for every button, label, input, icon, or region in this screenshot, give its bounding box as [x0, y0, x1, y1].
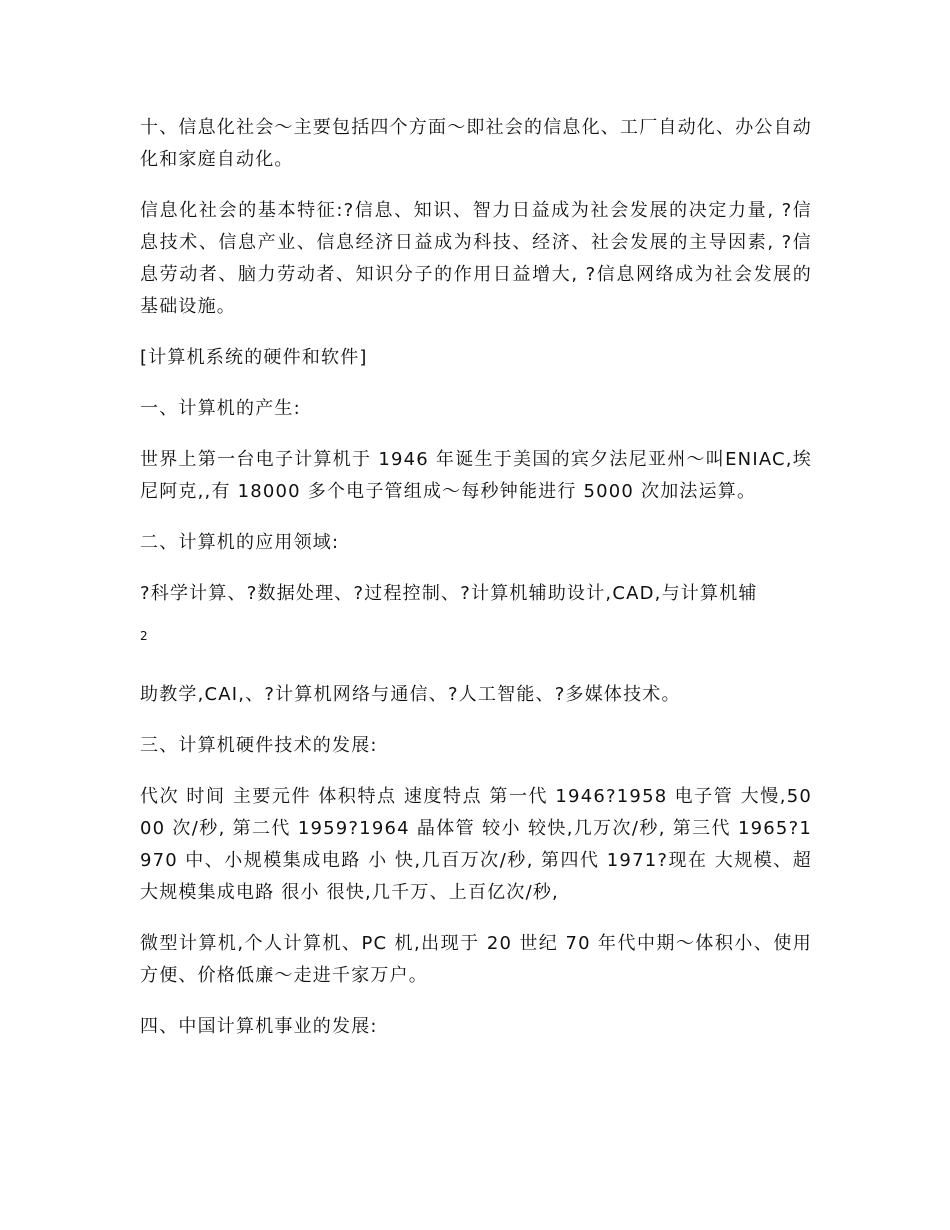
- paragraph-application-list-end: 助教学,CAI,、?计算机网络与通信、?人工智能、?多媒体技术。: [140, 684, 681, 705]
- paragraph-microcomputer: 微型计算机,个人计算机、PC 机,出现于 20 世纪 70 年代中期～体积小、使用方便、价格低廉～走进千家万户。: [140, 933, 812, 986]
- heading-hardware-development: 三、计算机硬件技术的发展:: [140, 735, 378, 756]
- paragraph-application-list-start: ?科学计算、?数据处理、?过程控制、?计算机辅助设计,CAD,与计算机辅: [140, 583, 758, 604]
- paragraph-information-society-features: 信息化社会的基本特征:?信息、知识、智力日益成为社会发展的决定力量, ?信息技术、信息产业、信息经济日益成为科技、经济、社会发展的主导因素, ?信息劳动者、脑力劳动者、知识分子的作用日益增大, ?信息网络成为社会发展的基础设施。: [140, 200, 812, 317]
- paragraph-information-society: 十、信息化社会～主要包括四个方面～即社会的信息化、工厂自动化、办公自动化和家庭自动化。: [140, 117, 812, 170]
- paragraph-computer-generations: 代次 时间 主要元件 体积特点 速度特点 第一代 1946?1958 电子管 大慢,5000 次/秒, 第二代 1959?1964 晶体管 较小 较快,几万次/秒, 第三代 1965?1970 中、小规模集成电路 小 快,几百万次/秒, 第四代 1971?现在 大规模、超大规模集成电路 很小 很快,几千万、上百亿次/秒,: [140, 786, 812, 903]
- page-number: 2: [140, 629, 148, 643]
- document-body: [140, 112, 812, 1062]
- heading-computer-origin: 一、计算机的产生:: [140, 398, 301, 419]
- paragraph-first-computer: 世界上第一台电子计算机于 1946 年诞生于美国的宾夕法尼亚州～叫ENIAC,埃尼阿克,,有 18000 多个电子管组成～每秒钟能进行 5000 次加法运算。: [140, 449, 812, 502]
- heading-china-computer-development: 四、中国计算机事业的发展:: [140, 1016, 378, 1037]
- section-heading-hardware-software: [计算机系统的硬件和软件]: [140, 347, 368, 368]
- heading-application-areas: 二、计算机的应用领域:: [140, 532, 340, 553]
